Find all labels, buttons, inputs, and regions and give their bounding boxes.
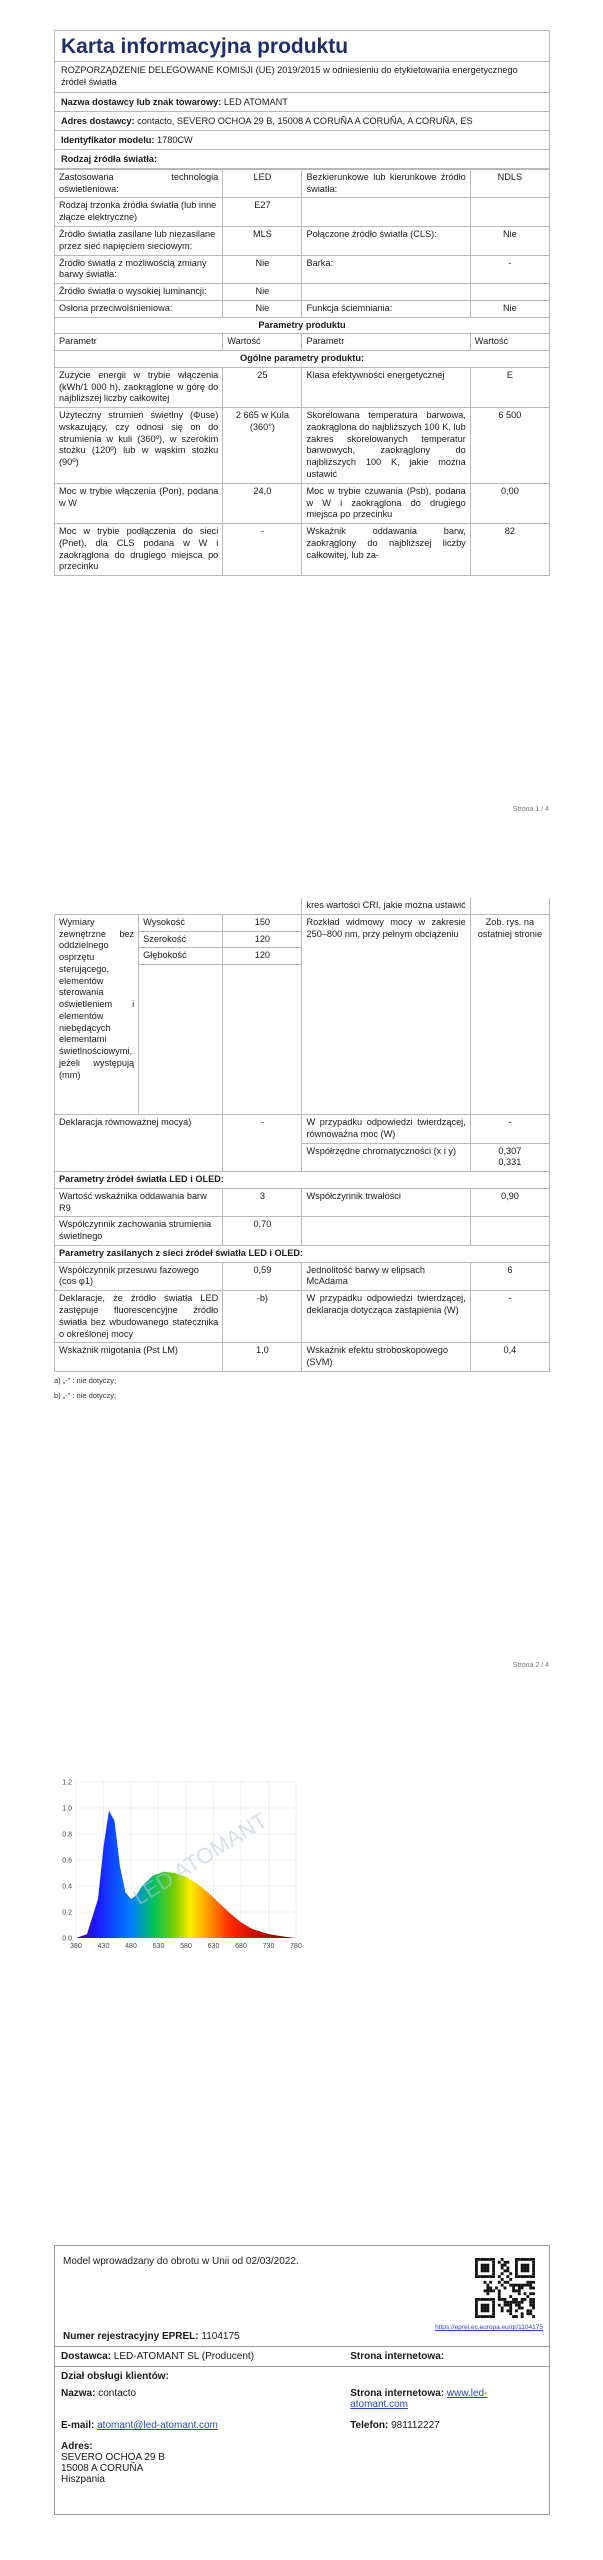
table-row <box>55 1291 550 1343</box>
cell-value <box>470 1143 549 1172</box>
card-top <box>55 2246 549 2346</box>
cell-label: Wskaźnik migotania (Pst LM) <box>55 1343 223 1372</box>
col-value: Wartość <box>223 334 302 351</box>
supplier-label: Dostawca: <box>61 2351 112 2362</box>
qr-code-icon[interactable] <box>475 2258 535 2318</box>
cell-label: Współczynnik przesuwu fazowego (cos φ1) <box>55 1262 223 1291</box>
chroma-x: 0,307 <box>498 1145 522 1156</box>
table-row <box>55 1188 550 1217</box>
cell-value: 6 500 <box>470 408 549 484</box>
general-header-row <box>55 351 550 368</box>
cell-label: Źródło światła z możliwością zmiany barwy światła: <box>55 255 223 284</box>
phone-value: 981112227 <box>391 2420 440 2431</box>
cell-label: Osłona przeciwolśnieniowa: <box>55 300 223 317</box>
cell-label: Źródło światła zasilane lub niezasilane przez sieć napięciem sieciowym: <box>55 226 223 255</box>
contact-row-1 <box>55 2386 549 2412</box>
cell-value: E27 <box>223 198 302 227</box>
table-row <box>55 367 550 407</box>
cell-value: - <box>223 524 302 576</box>
x-tick-label: 680 <box>235 1943 247 1950</box>
cell-label: Deklaracje, że źródło światła LED zastępuje fluorescencyjne źródło światła bez wbudowanego statecznika o określonej mocy <box>55 1291 223 1343</box>
x-tick-label: 580 <box>180 1943 192 1950</box>
watermark-text: LED ATOMANT <box>128 1807 272 1910</box>
cell-value <box>470 1217 549 1246</box>
cell-label: Funkcja ściemniania: <box>302 300 470 317</box>
cell-value: 82 <box>470 524 549 576</box>
table-row <box>55 1217 550 1246</box>
cell-value: 0,4 <box>470 1343 549 1372</box>
cell-label: Bezkierunkowe lub kierunkowe źródło światła: <box>302 169 470 198</box>
cell-value: - <box>470 1115 549 1143</box>
cell-label: Źródło światła o wysokiej luminancji: <box>55 284 223 301</box>
cell-label: Wartość wskaźnika oddawania barw R9 <box>55 1188 223 1217</box>
col-param: Parametr <box>302 334 470 351</box>
cell-value: - <box>223 1115 302 1172</box>
cell-value: - <box>470 1291 549 1343</box>
general-header: Ogólne parametry produktu: <box>55 351 550 368</box>
cell-label: Połączone źródło światła (CLS): <box>302 226 470 255</box>
x-tick-label: 480 <box>125 1943 137 1950</box>
addr-line-2: 15008 A CORUÑA <box>61 2463 144 2474</box>
dim-value: 120 <box>223 931 302 948</box>
table-row <box>55 524 550 576</box>
page-2 <box>54 898 550 1400</box>
model-label: Identyfikator modelu: <box>61 134 155 145</box>
cell-value: 6 <box>470 1262 549 1291</box>
y-tick-label: 1.2 <box>62 1779 72 1787</box>
table-row <box>55 1115 550 1143</box>
eprel-link[interactable]: https://eprel.ec.europa.eu/qr/1104175 <box>435 2324 543 2331</box>
eprel-label: Numer rejestracyjny EPREL: <box>63 2331 199 2342</box>
cell-value: Nie <box>223 300 302 317</box>
y-axis-labels <box>62 1780 72 1943</box>
page-title: Karta informacyjna produktu <box>54 30 550 61</box>
address-block <box>55 2433 549 2487</box>
spectral-label: Rozkład widmowy mocy w zakresie 250–800 nm, przy pełnym obciążeniu <box>302 914 470 1114</box>
cell-label <box>302 1217 470 1246</box>
mains-header-row <box>55 1245 550 1262</box>
col-value: Wartość <box>470 334 549 351</box>
x-tick-label: 530 <box>152 1943 165 1950</box>
x-axis-labels <box>70 1943 302 1950</box>
email-link[interactable]: atomant@led-atomant.com <box>97 2420 218 2431</box>
table-row <box>55 1262 550 1291</box>
regulation-text: ROZPORZĄDZENIE DELEGOWANE KOMISJI (UE) 2019/2015 w odniesieniu do etykietowania energetycznego źródeł światła <box>54 61 550 93</box>
x-tick-label: 380 <box>70 1943 82 1950</box>
cell-value: 0,90 <box>470 1188 549 1217</box>
table-row <box>55 914 550 931</box>
addr-line-1: SEVERO OCHOA 29 B <box>61 2452 165 2463</box>
eprel-value: 1104175 <box>201 2331 240 2342</box>
footnote-a: a) „-” : nie dotyczy; <box>54 1375 117 1385</box>
phone-label: Telefon: <box>350 2420 389 2431</box>
supplier-section <box>55 2346 549 2366</box>
cell-value: 3 <box>223 1188 302 1217</box>
cell-label: Moc w trybie podłączenia do sieci (Pnet), dla CLS podana w W i zaokrąglona do drugiego miejsca po przecinku <box>55 524 223 576</box>
table-row <box>55 255 550 284</box>
dim-name: Szerokość <box>139 931 223 948</box>
x-tick-label: 780 <box>290 1943 302 1950</box>
page-number: Strona 2 / 4 <box>512 1662 549 1669</box>
eprel-row <box>63 2331 240 2342</box>
supplier-row <box>54 93 550 112</box>
cell-value <box>470 198 549 227</box>
market-date: Model wprowadzany do obrotu w Unii od 02/03/2022. <box>63 2256 299 2267</box>
table-row <box>55 408 550 484</box>
model-row <box>54 131 550 150</box>
cell-value: 0,00 <box>470 483 549 523</box>
model-value: 1780CW <box>156 134 193 145</box>
cell-label <box>302 198 470 227</box>
cell-label: Moc w trybie czuwania (Psb), podana w W i zaokrąglona do drugiego miejsca po przecinku <box>302 483 470 523</box>
spectrum-svg <box>54 1770 304 1970</box>
table-row <box>55 198 550 227</box>
y-tick-label: 0.8 <box>62 1831 72 1839</box>
cell-value <box>470 284 549 301</box>
cell-value: Nie <box>470 226 549 255</box>
cell-label: Barka: <box>302 255 470 284</box>
cell-value: Nie <box>223 255 302 284</box>
dim-name: Wysokość <box>139 914 223 931</box>
supplier-value: LED-ATOMANT SL (Producent) <box>113 2351 255 2362</box>
y-tick-label: 0.4 <box>62 1883 72 1891</box>
cell-value: 1,0 <box>223 1343 302 1372</box>
dim-value: 150 <box>223 914 302 931</box>
page-1 <box>54 30 550 576</box>
cell-value: 24,0 <box>223 483 302 523</box>
address-row <box>54 112 550 131</box>
cell-value: 0,59 <box>223 1262 302 1291</box>
website-label: Strona internetowa: <box>350 2388 445 2399</box>
cell-label: Współczynnik zachowania strumienia świetlnego <box>55 1217 223 1246</box>
cell-label: Deklaracja równoważnej mocya) <box>55 1115 223 1172</box>
cell-value: LED <box>223 169 302 198</box>
cell-label: Zastosowana technologia oświetleniowa: <box>55 169 223 198</box>
page-number: Strona 1 / 4 <box>512 806 549 813</box>
table-row <box>55 483 550 523</box>
cell-label: Moc w trybie włączenia (Pon), podana w W <box>55 483 223 523</box>
dims-label: Wymiary zewnętrzne bez oddzielnego osprzętu sterującego, elementów sterowania oświetleniem i elementów niebędących elementami świetlnościowymi, jeżeli występują (mm) <box>55 914 139 1114</box>
supplier-label: Nazwa dostawcy lub znak towarowy: <box>61 96 222 107</box>
cell-value: NDLS <box>470 169 549 198</box>
params-header: Parametry produktu <box>55 317 550 334</box>
cell-label: Skorelowana temperatura barwowa, zaokrąglona do najbliższych 100 K, lub zakres skorelowanych temperatur barwowych, zaokrąglony do najbliższych 100 K, jakie można ustawić <box>302 408 470 484</box>
mains-header: Parametry zasilanych z sieci źródeł światła LED i OLED: <box>55 1245 550 1262</box>
cell-value: 25 <box>223 367 302 407</box>
addr-line-3: Hiszpania <box>61 2474 105 2485</box>
cell-label: Współczynnik trwałości <box>302 1188 470 1217</box>
table-row <box>55 300 550 317</box>
cell-label <box>302 284 470 301</box>
product-info-card <box>54 2245 550 2515</box>
cell-label: W przypadku odpowiedzi twierdzącej, równoważna moc (W) <box>302 1115 470 1143</box>
cell-label: W przypadku odpowiedzi twierdzącej, deklaracja dotycząca zastąpienia (W) <box>302 1291 470 1343</box>
service-section <box>55 2366 549 2386</box>
dim-name: Głębokość <box>139 948 223 965</box>
table-row <box>55 284 550 301</box>
led-header: Parametry źródeł światła LED i OLED: <box>55 1172 550 1189</box>
led-header-row <box>55 1172 550 1189</box>
table-row <box>55 1343 550 1372</box>
cell-label: Współrzędne chromatyczności (x i y) <box>302 1143 470 1172</box>
footnote-b: b) „-” : nie dotyczy; <box>54 1390 117 1400</box>
type-table <box>54 169 550 576</box>
cell-value: MLS <box>223 226 302 255</box>
address-label: Adres dostawcy: <box>61 115 135 126</box>
table-row <box>55 898 550 914</box>
x-tick-label: 630 <box>207 1943 220 1950</box>
addr-label: Adres: <box>61 2441 93 2452</box>
y-tick-label: 0.6 <box>62 1857 72 1865</box>
cell-label: Rodzaj trzonka źródła światła (lub inne złącze elektryczne) <box>55 198 223 227</box>
name-value: contacto <box>98 2388 137 2399</box>
website-link[interactable]: www.led-atomant.com <box>350 2388 488 2410</box>
x-tick-label: 730 <box>262 1943 275 1950</box>
cell-label: Zużycie energii w trybie włączenia (kWh/1 000 h), zaokrąglone w górę do najbliższej liczby całkowitej <box>55 367 223 407</box>
y-tick-label: 1.0 <box>62 1805 72 1813</box>
spectrum-chart <box>54 1770 304 1970</box>
cell-value: Nie <box>223 284 302 301</box>
email-label: E-mail: <box>61 2420 95 2431</box>
table-row <box>55 226 550 255</box>
params-header-row <box>55 317 550 334</box>
cell-value: Nie <box>470 300 549 317</box>
cell-label: kres wartości CRI, jakie można ustawić <box>302 898 470 914</box>
contact-row-2 <box>55 2412 549 2433</box>
dims-table <box>54 898 550 1115</box>
cell-label: Jednolitość barwy w elipsach McAdama <box>302 1262 470 1291</box>
table-row <box>55 169 550 198</box>
params-table-2 <box>54 1115 550 1372</box>
type-header: Rodzaj źródła światła: <box>54 150 550 169</box>
cell-value: 2 665 w Kula (360°) <box>223 408 302 484</box>
dim-value: 120 <box>223 948 302 965</box>
cell-value: - <box>470 255 549 284</box>
cell-label: Użyteczny strumień świetlny (Φuse) wskazujący, czy odnosi się on do strumienia w kuli (360º), w szerokim stożku (120º) lub w wąskim stożku (90º) <box>55 408 223 484</box>
website-label: Strona internetowa: <box>350 2351 445 2362</box>
x-tick-label: 430 <box>97 1943 110 1950</box>
cell-value: E <box>470 367 549 407</box>
name-label: Nazwa: <box>61 2388 96 2399</box>
service-label: Dział obsługi klientów: <box>61 2371 169 2382</box>
cell-value: -b) <box>223 1291 302 1343</box>
cell-label: Wskaźnik oddawania barw, zaokrąglony do najbliższej liczby całkowitej, lub za- <box>302 524 470 576</box>
cell-label: Klasa efektywności energetycznej <box>302 367 470 407</box>
spectral-value: Zob. rys. na ostatniej stronie <box>470 914 549 1114</box>
supplier-value: LED ATOMANT <box>223 96 288 107</box>
column-header-row <box>55 334 550 351</box>
cell-label: Wskaźnik efektu stroboskopowego (SVM) <box>302 1343 470 1372</box>
chroma-y: 0,331 <box>498 1157 522 1168</box>
col-param: Parametr <box>55 334 223 351</box>
y-tick-label: 0.0 <box>62 1935 72 1943</box>
cell-value: 0,70 <box>223 1217 302 1246</box>
address-value: contacto, SEVERO OCHOA 29 B, 15008 A CORUÑA A CORUÑA, A CORUÑA, ES <box>137 115 473 126</box>
y-tick-label: 0.2 <box>62 1909 72 1917</box>
